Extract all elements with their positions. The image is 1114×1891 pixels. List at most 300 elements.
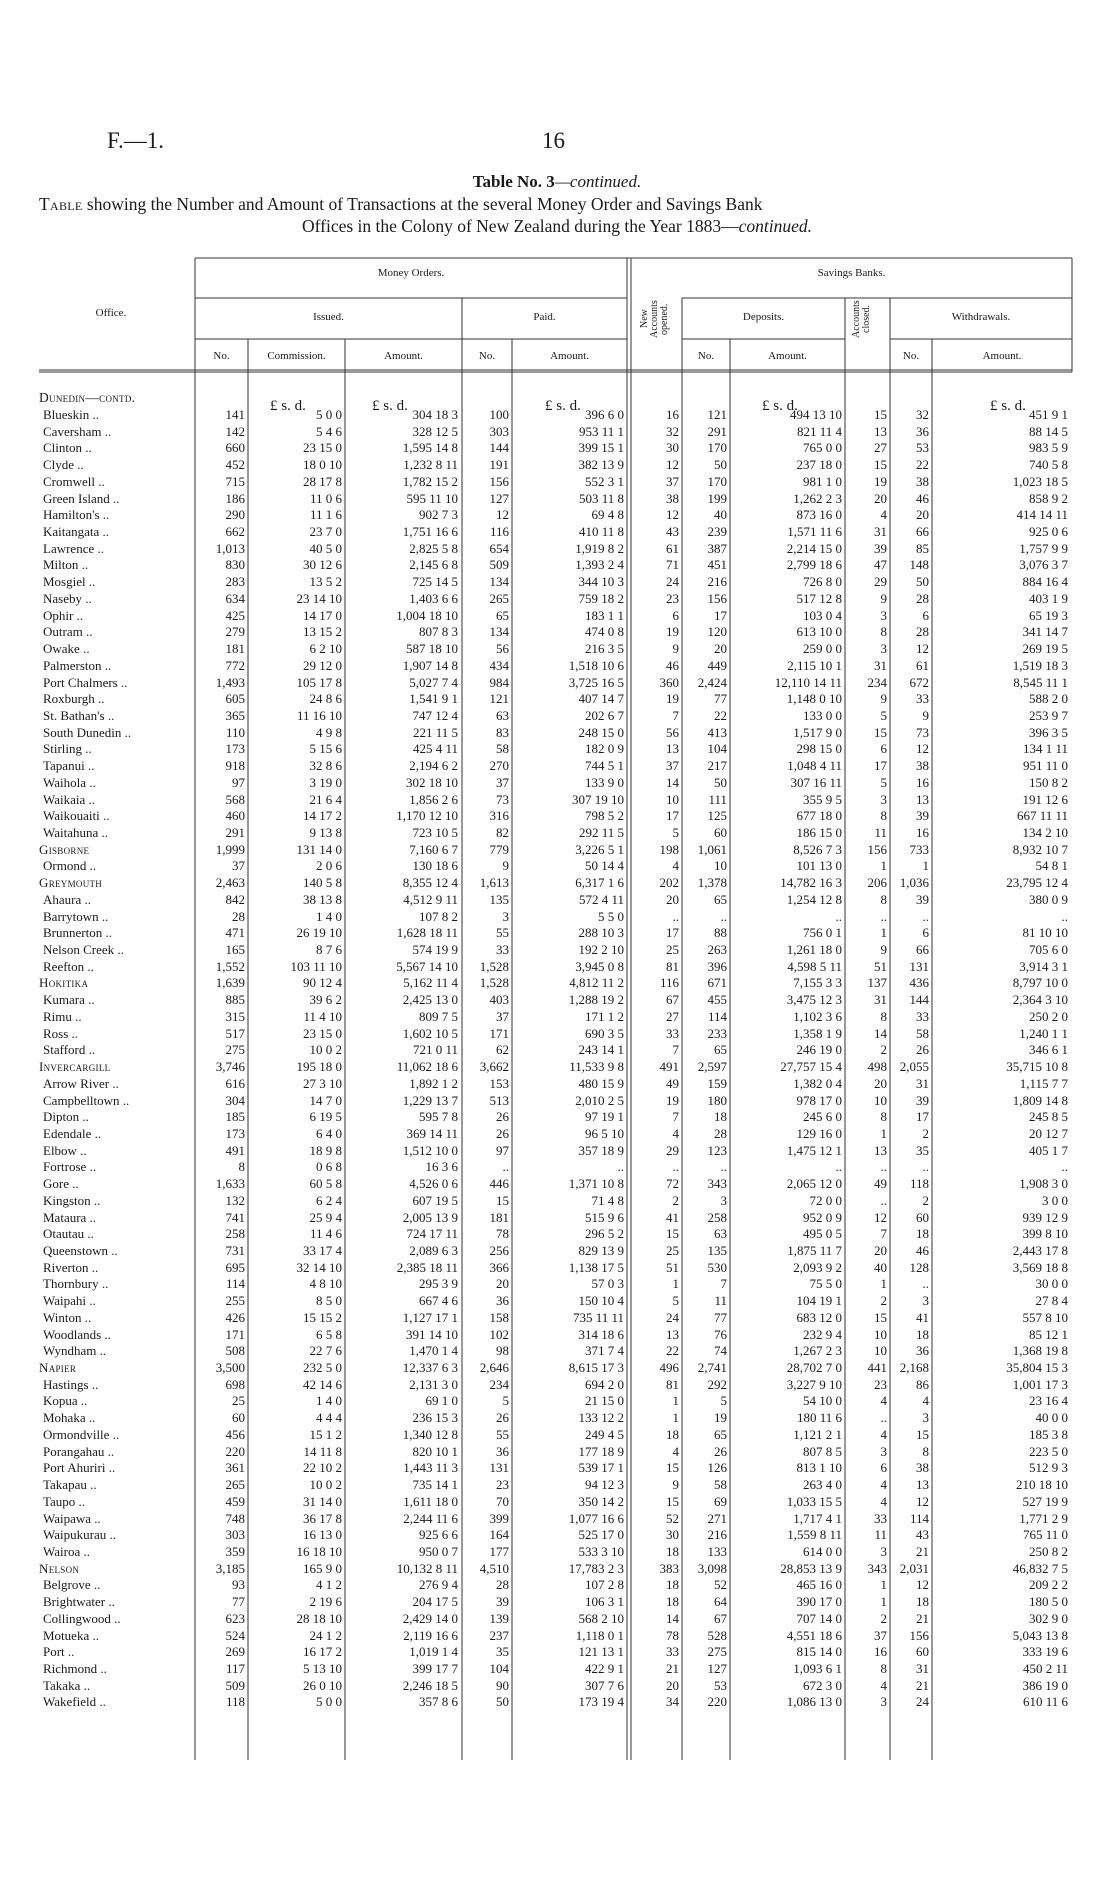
cell-commission: 23 14 10 <box>296 590 342 606</box>
cell-paid-amount: 474 0 8 <box>585 624 624 640</box>
cell-issued-no: 173 <box>225 741 245 757</box>
cell-deposits-amount: 765 0 0 <box>803 440 842 456</box>
cell-paid-no: 509 <box>489 557 509 573</box>
cell-new-accounts: 37 <box>666 758 679 774</box>
cell-commission: 42 14 6 <box>303 1376 342 1392</box>
cell-paid-amount: 183 1 1 <box>585 607 624 623</box>
cell-paid-amount: 350 14 2 <box>578 1493 624 1509</box>
cell-accounts-closed: 11 <box>874 1527 887 1543</box>
cell-accounts-closed: 2 <box>880 1293 887 1309</box>
cell-withdrawals-amount: 23 16 4 <box>1029 1393 1068 1409</box>
cell-withdrawals-no: 13 <box>916 1477 929 1493</box>
cell-commission: 36 17 8 <box>303 1510 342 1526</box>
cell-withdrawals-no: .. <box>922 1276 929 1292</box>
cell-deposits-amount: 756 0 1 <box>803 925 842 941</box>
cell-issued-no: 1,552 <box>215 958 245 974</box>
cell-issued-no: 1,013 <box>215 540 245 556</box>
cell-paid-amount: 1,118 0 1 <box>575 1627 624 1643</box>
cell-withdrawals-amount: 85 12 1 <box>1029 1326 1068 1342</box>
cell-paid-no: 131 <box>489 1460 509 1476</box>
cell-accounts-closed: 2 <box>880 1610 887 1626</box>
cell-paid-amount: 248 15 0 <box>578 724 624 740</box>
col-issued-no: No. <box>213 350 230 362</box>
cell-issued-amount: 723 10 5 <box>412 825 458 840</box>
table-row <box>0 825 1114 841</box>
cell-paid-no: .. <box>502 1159 509 1175</box>
cell-paid-amount: 292 11 5 <box>578 825 624 840</box>
cell-deposits-amount: 237 18 0 <box>796 457 842 473</box>
cell-issued-amount: 107 8 2 <box>419 908 458 924</box>
cell-deposits-no: 133 <box>707 1543 727 1559</box>
cell-paid-amount: 107 2 8 <box>585 1577 624 1593</box>
cell-withdrawals-amount: 54 8 1 <box>1035 858 1068 874</box>
cell-withdrawals-amount: 3,076 3 7 <box>1019 557 1068 573</box>
cell-commission: 5 15 6 <box>309 741 342 757</box>
cell-issued-amount: 587 18 10 <box>406 641 458 657</box>
cell-paid-no: 2,646 <box>479 1360 509 1376</box>
cell-withdrawals-no: 9 <box>922 707 929 723</box>
cell-issued-no: 918 <box>225 758 245 774</box>
table-row <box>0 1076 1114 1092</box>
cell-deposits-no: 343 <box>707 1176 727 1192</box>
cell-issued-amount: 725 14 5 <box>412 574 458 590</box>
cell-deposits-amount: 1,559 8 11 <box>787 1527 842 1543</box>
cell-deposits-no: 220 <box>707 1694 727 1710</box>
cell-issued-amount: 607 19 5 <box>412 1192 458 1208</box>
cell-paid-no: 70 <box>496 1493 509 1509</box>
cell-paid-no: 1,528 <box>479 958 509 974</box>
table-row <box>0 1059 1114 1075</box>
cell-deposits-amount: 232 9 4 <box>803 1326 842 1342</box>
cell-deposits-no: 2,424 <box>697 674 727 690</box>
cell-deposits-amount: 259 0 0 <box>803 641 842 657</box>
cell-new-accounts: 37 <box>666 473 679 489</box>
cell-withdrawals-amount: 403 1 9 <box>1029 590 1068 606</box>
office-name: Brightwater .. <box>43 1594 115 1610</box>
cell-commission: 32 8 6 <box>309 758 342 774</box>
cell-withdrawals-no: 12 <box>916 1493 929 1509</box>
cell-withdrawals-no: 39 <box>916 808 929 824</box>
office-name: Kopua .. <box>43 1393 88 1409</box>
cell-deposits-no: 50 <box>714 774 727 790</box>
cell-deposits-amount: 1,517 9 0 <box>793 724 842 740</box>
cell-paid-amount: 1,371 10 8 <box>568 1176 624 1192</box>
cell-deposits-amount: 517 12 8 <box>796 590 842 606</box>
cell-accounts-closed: .. <box>880 1410 887 1426</box>
cell-paid-amount: 503 11 8 <box>578 490 624 506</box>
cell-withdrawals-no: .. <box>922 908 929 924</box>
col-withdrawals-no: No. <box>902 350 920 362</box>
table-row <box>0 1243 1114 1259</box>
cell-issued-no: 185 <box>225 1109 245 1125</box>
cell-paid-no: 316 <box>489 808 509 824</box>
cell-commission: 39 6 2 <box>309 992 342 1008</box>
cell-new-accounts: 23 <box>666 590 679 606</box>
cell-paid-no: 984 <box>489 674 509 690</box>
cell-paid-amount: 150 10 4 <box>578 1293 624 1309</box>
col-issued: Issued. <box>313 311 344 323</box>
cell-withdrawals-no: 50 <box>916 574 929 590</box>
cell-withdrawals-no: 13 <box>916 791 929 807</box>
cell-withdrawals-no: 6 <box>922 925 929 941</box>
office-name: Motueka .. <box>43 1627 99 1643</box>
cell-withdrawals-no: 3 <box>922 1293 929 1309</box>
table-row <box>0 792 1114 808</box>
cell-withdrawals-amount: 5,043 13 8 <box>1012 1627 1068 1643</box>
cell-paid-no: 121 <box>489 691 509 707</box>
cell-deposits-amount: 8,526 7 3 <box>793 841 842 857</box>
cell-deposits-no: 258 <box>707 1209 727 1225</box>
cell-deposits-no: 275 <box>707 1644 727 1660</box>
cell-deposits-amount: 27,757 15 4 <box>780 1059 842 1075</box>
office-name: Taupo .. <box>43 1493 86 1509</box>
cell-paid-amount: 133 9 0 <box>585 774 624 790</box>
cell-paid-no: 153 <box>489 1075 509 1091</box>
cell-deposits-no: 7 <box>720 1276 727 1292</box>
cell-paid-no: 83 <box>496 724 509 740</box>
cell-withdrawals-no: 22 <box>916 457 929 473</box>
cell-paid-no: 434 <box>489 657 509 673</box>
cell-deposits-amount: 54 10 0 <box>803 1393 842 1409</box>
cell-deposits-no: .. <box>720 1159 727 1175</box>
office-name: Kingston .. <box>43 1192 101 1208</box>
table-row <box>0 1393 1114 1409</box>
cell-withdrawals-amount: 253 9 7 <box>1029 707 1068 723</box>
cell-paid-no: 139 <box>489 1610 509 1626</box>
cell-commission: 5 0 0 <box>316 1694 342 1710</box>
cell-issued-amount: 1,512 10 0 <box>402 1142 458 1158</box>
cell-withdrawals-no: 2,055 <box>899 1059 929 1075</box>
cell-new-accounts: 17 <box>666 808 679 824</box>
cell-paid-amount: 572 4 11 <box>578 891 624 907</box>
cell-paid-amount: 216 3 5 <box>585 641 624 657</box>
cell-deposits-no: 74 <box>714 1343 727 1359</box>
cell-commission: 10 0 2 <box>309 1477 342 1493</box>
cell-commission: 4 9 8 <box>316 724 342 740</box>
cell-accounts-closed: 4 <box>880 1493 887 1509</box>
cell-commission: 90 12 4 <box>303 975 342 991</box>
cell-commission: 165 9 0 <box>303 1560 342 1576</box>
cell-new-accounts: 1 <box>672 1393 679 1409</box>
cell-withdrawals-amount: 527 19 9 <box>1022 1493 1068 1509</box>
cell-accounts-closed: 441 <box>867 1360 887 1376</box>
cell-deposits-amount: 1,048 4 11 <box>787 758 842 774</box>
table-row <box>0 875 1114 891</box>
col-accounts-closed: Accounts closed. <box>851 300 872 338</box>
cell-new-accounts: 360 <box>659 674 679 690</box>
cell-issued-no: 660 <box>225 440 245 456</box>
cell-accounts-closed: 10 <box>874 1092 887 1108</box>
cell-withdrawals-no: 16 <box>916 774 929 790</box>
cell-deposits-amount: 129 16 0 <box>796 1125 842 1141</box>
cell-withdrawals-no: 46 <box>916 490 929 506</box>
cell-deposits-no: 156 <box>707 590 727 606</box>
cell-accounts-closed: 15 <box>874 724 887 740</box>
cell-accounts-closed: .. <box>880 908 887 924</box>
table-description-line2-suffix: continued. <box>738 216 812 236</box>
cell-paid-amount: 568 2 10 <box>578 1610 624 1626</box>
cell-withdrawals-amount: 451 9 1 <box>1029 407 1068 422</box>
table-row <box>0 424 1114 440</box>
cell-issued-amount: 2,429 14 0 <box>402 1610 458 1626</box>
cell-paid-amount: 371 7 4 <box>585 1343 624 1359</box>
cell-withdrawals-amount: 705 6 0 <box>1029 942 1068 958</box>
cell-deposits-amount: 133 0 0 <box>803 707 842 723</box>
cell-new-accounts: 19 <box>666 691 679 707</box>
cell-new-accounts: 33 <box>666 1644 679 1660</box>
cell-new-accounts: 15 <box>666 1460 679 1476</box>
cell-issued-amount: 5,162 11 4 <box>403 975 458 991</box>
cell-withdrawals-no: 36 <box>916 1343 929 1359</box>
cell-withdrawals-amount: 23,795 12 4 <box>1006 875 1068 891</box>
cell-deposits-amount: 75 5 0 <box>809 1276 842 1292</box>
cell-accounts-closed: 27 <box>874 440 887 456</box>
office-name: Naseby .. <box>43 590 92 606</box>
cell-new-accounts: 27 <box>666 1008 679 1024</box>
cell-issued-no: 97 <box>232 774 245 790</box>
cell-issued-amount: 4,526 0 6 <box>409 1176 458 1192</box>
cell-new-accounts: 51 <box>666 1259 679 1275</box>
cell-withdrawals-no: 436 <box>909 975 929 991</box>
cell-new-accounts: 18 <box>666 1594 679 1610</box>
cell-deposits-no: 77 <box>714 1309 727 1325</box>
cell-issued-amount: 11,062 18 6 <box>396 1059 458 1075</box>
cell-issued-amount: 1,470 1 4 <box>409 1343 458 1359</box>
cell-issued-no: 25 <box>232 1393 245 1409</box>
cell-issued-amount: 1,595 14 8 <box>402 440 458 456</box>
cell-issued-amount: 595 7 8 <box>419 1109 458 1125</box>
cell-accounts-closed: 10 <box>874 1343 887 1359</box>
cell-deposits-amount: 1,261 18 0 <box>786 942 842 958</box>
cell-deposits-amount: 2,115 10 1 <box>787 657 842 673</box>
cell-paid-no: 116 <box>489 524 509 540</box>
table-row <box>0 1343 1114 1359</box>
cell-accounts-closed: 15 <box>874 457 887 473</box>
cell-accounts-closed: .. <box>880 1159 887 1175</box>
cell-deposits-no: 88 <box>714 925 727 941</box>
cell-withdrawals-amount: 46,832 7 5 <box>1012 1560 1068 1576</box>
office-name: Green Island .. <box>43 490 120 506</box>
cell-withdrawals-no: 39 <box>916 891 929 907</box>
cell-deposits-amount: 28,853 13 9 <box>780 1560 842 1576</box>
cell-deposits-amount: 1,571 11 6 <box>787 524 842 540</box>
cell-paid-no: 234 <box>489 1376 509 1392</box>
cell-new-accounts: 5 <box>672 1293 679 1309</box>
cell-deposits-no: 69 <box>714 1493 727 1509</box>
cell-commission: 14 11 8 <box>303 1443 342 1459</box>
cell-accounts-closed: 8 <box>880 624 887 640</box>
cell-paid-no: 37 <box>496 774 509 790</box>
cell-deposits-amount: 1,717 4 1 <box>793 1510 842 1526</box>
cell-issued-no: 181 <box>225 641 245 657</box>
cell-deposits-amount: 1,093 6 1 <box>793 1661 842 1676</box>
table-row <box>0 541 1114 557</box>
office-name: Campbelltown .. <box>43 1092 130 1108</box>
office-name: Gore .. <box>43 1176 79 1192</box>
office-name: Ormond .. <box>43 858 97 874</box>
cell-issued-no: 605 <box>225 691 245 707</box>
cell-paid-amount: 314 18 6 <box>578 1326 624 1342</box>
table-row <box>0 909 1114 925</box>
cell-deposits-no: .. <box>720 908 727 924</box>
cell-issued-amount: 667 4 6 <box>419 1293 458 1309</box>
cell-issued-amount: 2,145 6 8 <box>409 557 458 573</box>
col-new-accounts: New Accounts opened. <box>639 300 670 338</box>
cell-issued-no: 1,493 <box>215 674 245 690</box>
cell-withdrawals-amount: 1,519 18 3 <box>1012 657 1068 673</box>
cell-withdrawals-amount: 588 2 0 <box>1029 691 1068 707</box>
cell-deposits-amount: 683 12 0 <box>796 1309 842 1325</box>
cell-issued-no: 748 <box>225 1510 245 1526</box>
cell-withdrawals-amount: 35,804 15 3 <box>1006 1360 1068 1376</box>
cell-deposits-no: 413 <box>707 724 727 740</box>
col-savings-banks: Savings Banks. <box>817 267 886 279</box>
cell-withdrawals-amount: 302 9 0 <box>1029 1610 1068 1626</box>
cell-issued-no: 662 <box>225 524 245 540</box>
table-row <box>0 1628 1114 1644</box>
cell-withdrawals-amount: 925 0 6 <box>1029 524 1068 540</box>
cell-commission: 26 0 10 <box>303 1677 342 1693</box>
issued-amount-currency: £ s. d. <box>372 398 408 414</box>
office-name: Napier <box>39 1360 77 1376</box>
cell-paid-no: 237 <box>489 1627 509 1643</box>
cell-commission: 22 10 2 <box>303 1460 342 1476</box>
cell-withdrawals-no: 2 <box>922 1192 929 1208</box>
cell-issued-no: 77 <box>232 1594 245 1610</box>
cell-deposits-amount: 28,702 7 0 <box>786 1360 842 1376</box>
table-row <box>0 1577 1114 1593</box>
cell-issued-no: 460 <box>225 808 245 824</box>
cell-deposits-no: 126 <box>707 1460 727 1476</box>
cell-withdrawals-no: 16 <box>916 825 929 840</box>
cell-issued-amount: 357 8 6 <box>419 1694 458 1710</box>
cell-new-accounts: 16 <box>666 407 679 422</box>
office-name: Dipton .. <box>43 1109 89 1125</box>
cell-paid-no: 65 <box>496 607 509 623</box>
cell-deposits-amount: 1,033 15 5 <box>786 1493 842 1509</box>
cell-paid-no: 3,662 <box>479 1059 509 1075</box>
office-name: Ross .. <box>43 1025 79 1041</box>
cell-accounts-closed: 8 <box>880 808 887 824</box>
cell-paid-no: 37 <box>496 1008 509 1024</box>
cell-deposits-no: 233 <box>707 1025 727 1041</box>
cell-withdrawals-amount: 1,908 3 0 <box>1019 1176 1068 1192</box>
cell-issued-no: 114 <box>225 1276 245 1292</box>
cell-deposits-amount: 12,110 14 11 <box>774 674 842 690</box>
cell-deposits-amount: 1,262 2 3 <box>793 490 842 506</box>
cell-withdrawals-no: 60 <box>916 1209 929 1225</box>
cell-issued-amount: 1,019 1 4 <box>409 1644 458 1660</box>
cell-withdrawals-amount: 8,545 11 1 <box>1013 674 1068 690</box>
cell-new-accounts: 24 <box>666 574 679 590</box>
cell-withdrawals-amount: 346 6 1 <box>1029 1042 1068 1058</box>
cell-deposits-amount: 103 0 4 <box>803 607 842 623</box>
cell-paid-amount: 8,615 17 3 <box>568 1360 624 1376</box>
cell-commission: 3 19 0 <box>309 774 342 790</box>
cell-withdrawals-amount: 3,914 3 1 <box>1019 958 1068 974</box>
cell-paid-amount: 480 15 9 <box>578 1075 624 1091</box>
cell-withdrawals-amount: 1,001 17 3 <box>1012 1376 1068 1392</box>
cell-new-accounts: 21 <box>666 1661 679 1676</box>
col-paid-amount: Amount. <box>550 350 589 362</box>
cell-deposits-no: 11 <box>714 1293 727 1309</box>
cell-deposits-amount: 4,598 5 11 <box>787 958 842 974</box>
cell-withdrawals-no: 38 <box>916 473 929 489</box>
cell-paid-no: 399 <box>489 1510 509 1526</box>
cell-paid-amount: 296 5 2 <box>585 1226 624 1242</box>
cell-paid-amount: 759 18 2 <box>578 590 624 606</box>
cell-deposits-no: 216 <box>707 574 727 590</box>
cell-deposits-no: 216 <box>707 1527 727 1543</box>
cell-paid-no: 39 <box>496 1594 509 1610</box>
cell-accounts-closed: 156 <box>867 841 887 857</box>
cell-deposits-amount: 672 3 0 <box>803 1677 842 1693</box>
office-name: Queenstown .. <box>43 1243 118 1258</box>
cell-accounts-closed: 17 <box>874 758 887 774</box>
cell-issued-no: 173 <box>225 1125 245 1141</box>
table-row <box>0 842 1114 858</box>
cell-new-accounts: 17 <box>666 925 679 941</box>
cell-new-accounts: 52 <box>666 1510 679 1526</box>
table-row <box>0 1360 1114 1376</box>
cell-deposits-amount: 1,382 0 4 <box>793 1075 842 1091</box>
cell-withdrawals-no: 128 <box>909 1259 929 1275</box>
cell-issued-no: 117 <box>225 1661 245 1676</box>
cell-issued-no: 118 <box>225 1694 245 1710</box>
cell-commission: 11 4 10 <box>303 1008 342 1024</box>
cell-accounts-closed: 1 <box>880 1594 887 1610</box>
cell-new-accounts: 25 <box>666 1243 679 1258</box>
cell-commission: 105 17 8 <box>296 674 342 690</box>
cell-paid-amount: 690 3 5 <box>585 1025 624 1041</box>
cell-accounts-closed: 2 <box>880 1042 887 1058</box>
cell-accounts-closed: 9 <box>880 691 887 707</box>
cell-accounts-closed: 15 <box>874 1309 887 1325</box>
cell-deposits-no: 28 <box>714 1125 727 1141</box>
cell-issued-amount: 925 6 6 <box>419 1527 458 1543</box>
cell-deposits-no: 121 <box>707 407 727 422</box>
cell-paid-amount: 798 5 2 <box>585 808 624 824</box>
cell-withdrawals-no: 20 <box>916 507 929 523</box>
office-name: Elbow .. <box>43 1142 87 1158</box>
office-name: Caversham .. <box>43 423 112 439</box>
cell-deposits-no: 528 <box>707 1627 727 1643</box>
cell-paid-amount: 1,919 8 2 <box>575 540 624 556</box>
cell-commission: 131 14 0 <box>296 841 342 857</box>
cell-accounts-closed: 49 <box>874 1176 887 1192</box>
cell-issued-no: 2,463 <box>215 875 245 891</box>
cell-withdrawals-amount: 450 2 11 <box>1022 1661 1068 1676</box>
cell-issued-amount: 2,194 6 2 <box>409 758 458 774</box>
cell-withdrawals-no: 24 <box>916 1694 929 1710</box>
cell-paid-no: 28 <box>496 1577 509 1593</box>
cell-withdrawals-no: .. <box>922 1159 929 1175</box>
col-paid-no: No. <box>478 350 496 362</box>
cell-withdrawals-amount: 414 14 11 <box>1016 507 1068 523</box>
cell-withdrawals-amount: 740 5 8 <box>1029 457 1068 473</box>
cell-withdrawals-amount: 250 2 0 <box>1029 1008 1068 1024</box>
table-row <box>0 1009 1114 1025</box>
table-row <box>0 1126 1114 1142</box>
cell-paid-no: 58 <box>496 741 509 757</box>
cell-accounts-closed: 498 <box>867 1059 887 1075</box>
cell-issued-no: 275 <box>225 1042 245 1058</box>
cell-paid-no: 63 <box>496 707 509 723</box>
cell-withdrawals-amount: 150 8 2 <box>1029 774 1068 790</box>
cell-paid-amount: 407 14 7 <box>578 691 624 707</box>
cell-deposits-no: 263 <box>707 942 727 958</box>
cell-withdrawals-no: 672 <box>909 674 929 690</box>
